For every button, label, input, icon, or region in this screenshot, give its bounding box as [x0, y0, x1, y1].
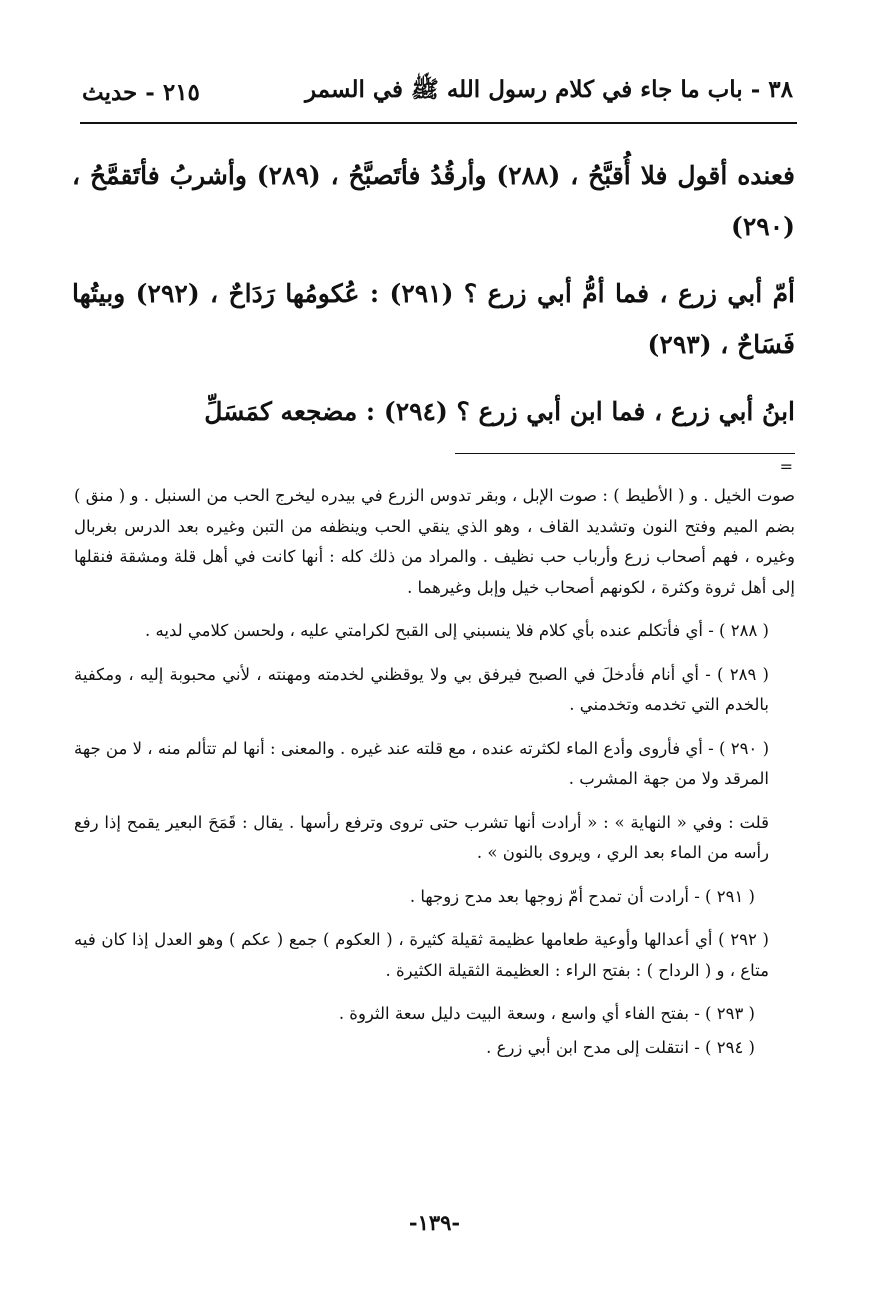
running-header — [82, 70, 793, 114]
footnote-290: ( ٢٩٠ ) - أي فأروى وأدع الماء لكثرته عنده ، مع قلته عند غيره . والمعنى : أنها لم تتألم منه ، لا من جهة المرقد ولا من جهة المشرب . — [74, 738, 770, 788]
footnote-290-comment: قلت : وفي « النهاية » : « أرادت أنها تشرب حتى تروى وترفع رأسها . يقال : قَمَحَ البعير يقمح إذا رفع رأسه من الماء بعد الري ، ويروى بالنون » . — [74, 812, 769, 862]
footnote-separator — [455, 453, 795, 454]
hadith-number: ٢١٥ - حديث — [82, 78, 200, 106]
hadith-line: أمّ أبي زرع ، فما أمُّ أبي زرع ؟ (٢٩١) : عُكومُها رَدَاحٌ ، (٢٩٢) وبيتُها فَسَاحٌ ، (٢٩٣) — [72, 279, 795, 359]
hadith-text — [72, 150, 795, 453]
hadith-line: فعنده أقول فلا أُقبَّحُ ، (٢٨٨) وأرقُدُ فأتَصبَّحُ ، (٢٨٩) وأشربُ فأتَقمَّحُ ، (٢٩٠) — [72, 161, 795, 241]
footnote-294: ( ٢٩٤ ) - انتقلت إلى مدح ابن أبي زرع . — [486, 1037, 755, 1057]
footnote-continued: صوت الخيل . و ( الأطيط ) : صوت الإبل ، وبقر تدوس الزرع في بيدره ليخرج الحب من السنبل . و ( منق ) بضم الميم وفتح النون وتشديد القاف ، وهو الذي ينقي الحب وينظفه من التبن وغيره بعد الدرس بغربال وغيره ، فهم أصحاب زرع وأرباب حب نظيف . والمراد من ذلك كله : أنها كانت في أهل قلة ومشقة فنقلها إلى أهل ثروة وكثرة ، لكونهم أصحاب خيل وإبل وغيرهما . — [74, 486, 795, 597]
continuation-mark: = — [779, 457, 793, 476]
footnote-289: ( ٢٨٩ ) - أي أنام فأدخلَ في الصبح فيرفق بي ولا يوقظني لخدمته ومهنته ، لأني محبوبة إليه ، ومكفية بالخدم التي تخدمه وتخدمني . — [74, 664, 769, 714]
hadith-line: ابنُ أبي زرع ، فما ابن أبي زرع ؟ (٢٩٤) : مضجعه كمَسَلِّ — [204, 397, 795, 426]
header-rule — [80, 122, 797, 124]
footnotes — [74, 481, 795, 1076]
page-number: -١٣٩- — [408, 1210, 461, 1235]
chapter-title: ٣٨ - باب ما جاء في كلام رسول الله ﷺ في السمر — [304, 76, 793, 103]
footnote-292: ( ٢٩٢ ) أي أعدالها وأوعية طعامها عظيمة ثقيلة كثيرة ، ( العكوم ) جمع ( عكم ) وهو العدل إذا كان فيه متاع ، و ( الرداح ) : بفتح الراء : العظيمة الثقيلة الكثيرة . — [74, 930, 769, 980]
footnote-288: ( ٢٨٨ ) - أي فأتكلم عنده بأي كلام فلا ينسبني إلى القبح لكرامتي عليه ، ولحسن كلامي لديه . — [145, 621, 769, 640]
footnote-291: ( ٢٩١ ) - أرادت أن تمدح أمّ زوجها بعد مدح زوجها . — [409, 886, 755, 906]
footnote-293: ( ٢٩٣ ) - بفتح الفاء أي واسع ، وسعة البيت دليل سعة الثروة . — [338, 1004, 755, 1023]
